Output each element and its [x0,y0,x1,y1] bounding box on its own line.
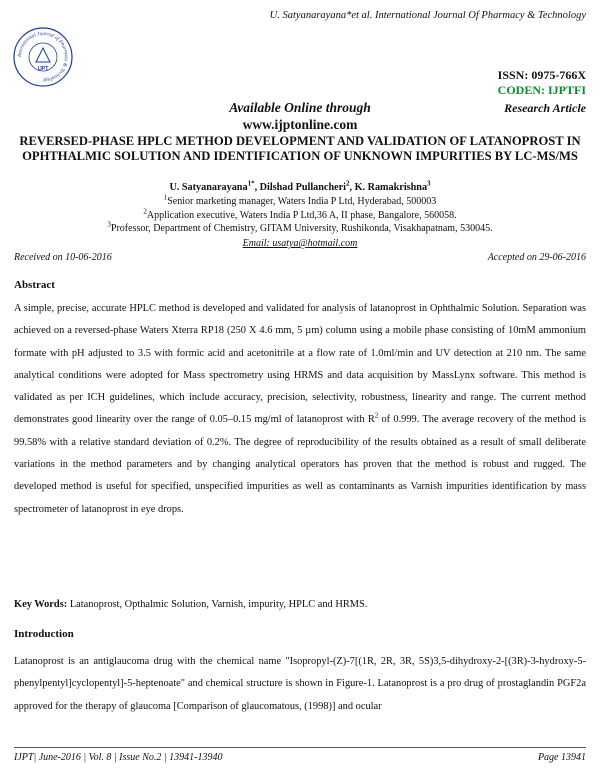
footer-divider [14,747,586,748]
author-name: U. Satyanarayana [169,182,248,193]
email-link[interactable]: Email: usatya@hotmail.com [242,238,358,249]
abstract-heading: Abstract [14,279,55,291]
affiliation-text: Senior marketing manager, Waters India P Ltd, Hyderabad, 500003 [167,196,437,207]
issn: ISSN: 0975-766X [497,68,586,82]
affiliation-sup: 1 [163,193,168,202]
footer-citation: IJPT| June-2016 | Vol. 8 | Issue No.2 | 13941-13940 [14,752,223,763]
svg-text:International Journal of Pharm [17,31,69,83]
author-sup: 3 [427,179,431,188]
author-sup: 2 [345,179,350,188]
available-online: Available Online through [229,100,371,115]
r-squared-sup: 2 [374,412,379,421]
affiliation [0,220,600,234]
journal-logo [12,26,74,88]
affiliation [0,193,600,207]
keywords-text: Latanoprost, Opthalmic Solution, Varnish, impurity, HPLC and HRMS. [67,599,368,610]
author-name: K. Ramakrishna [354,182,428,193]
coden: CODEN: IJPTFI [497,83,586,97]
journal-seal-icon [12,26,74,88]
running-header: U. Satyanarayana*et al. International Journal Of Pharmacy & Technology [269,10,586,21]
website-link[interactable]: www.ijptonline.com [242,117,358,132]
abstract-text [14,298,586,521]
affiliation-text: Application executive, Waters India P Ltd,36 A, II phase, Bangalore, 560058. [146,210,457,221]
abstract-part-2: of 0.999. The average recovery of the method is 99.58% with a relative standard deviation of 0.2%. The degree of reproducibility of the results obtained as a result of small deliberate variations in the method parameters and by changing analytical operators has proven that the method is robust and rugged. The developed method is useful for specified, unspecified impurities as well as contaminants as Varnish impurities identification by mass spectrometer of latanoprost in eye drops. [14,414,586,515]
affiliation-sup: 2 [143,207,147,216]
page-number: Page 13941 [537,752,586,763]
affiliation-text: Professor, Department of Chemistry, GITAM University, Rushikonda, Visakhapatnam, 530045. [110,223,493,234]
keywords [14,599,367,610]
affiliation [0,207,600,221]
affiliation-sup: 3 [107,220,111,229]
author-name: Dilshad Pullancheri [259,182,346,193]
logo-ring-text: International Journal of Pharmacy & Technology [16,30,70,84]
keywords-label: Key Words: [14,599,68,610]
paper-title: REVERSED-PHASE HPLC METHOD DEVELOPMENT AND VALIDATION OF LATANOPROST IN OPHTHALMIC SOLUTION AND IDENTIFICATION OF UNKNOWN IMPURITIES BY LC-MS/MS [19,134,581,163]
abstract-part-1: A simple, precise, accurate HPLC method is developed and validated for analysis of latanoprost in Ophthalmic Solution. Separation was achieved on a reversed-phase Waters Xterra RP18 (250 X 4.6 mm, 5 µm) column using a mobile phase consisting of 10mM ammonium formate with pH adjusted to 3.5 with formic acid and acetonitrile at a flow rate of 1.0ml/min and UV detection at 210 nm. The same analytical conditions were adopted for Mass spectrometry using HRMS and data acquisition by MassLynx software. This method is validated as per ICH guidelines, which include accuracy, precision, selectivity, robustness, linearity and range. The current method demonstrates good linearity over the range of 0.05–0.15 mg/ml of latanoprost with R [14,303,586,426]
logo-inner-text: IJPT [37,66,49,72]
introduction-text: Latanoprost is an antiglaucoma drug with the chemical name "Isopropyl-(Z)-7[(1R, 2R, 3R, 5S)3,5-dihydroxy-2-[(3R)-3-hydroxy-5-phenylpentyl]cyclopentyl]-5-heptenoate" and chemical structure is shown in Figure-1. Latanoprost is a pro drug of prostaglandin PGF2a approved for the therapy of glaucoma [Comparison of glaucomatous, (1998)] and ocular [14,656,586,712]
author-sup: 1* [247,179,255,188]
received-date: Received on 10-06-2016 [14,252,112,263]
accepted-date: Accepted on 29-06-2016 [487,252,586,263]
introduction-heading: Introduction [14,628,74,640]
article-type: Research Article [504,101,586,115]
author-list: U. Satyanarayana$^{1*}$, Dilshad Pullancheri$^2$, K. Ramakrishna$^3$ [169,179,431,193]
author-email [0,238,600,249]
